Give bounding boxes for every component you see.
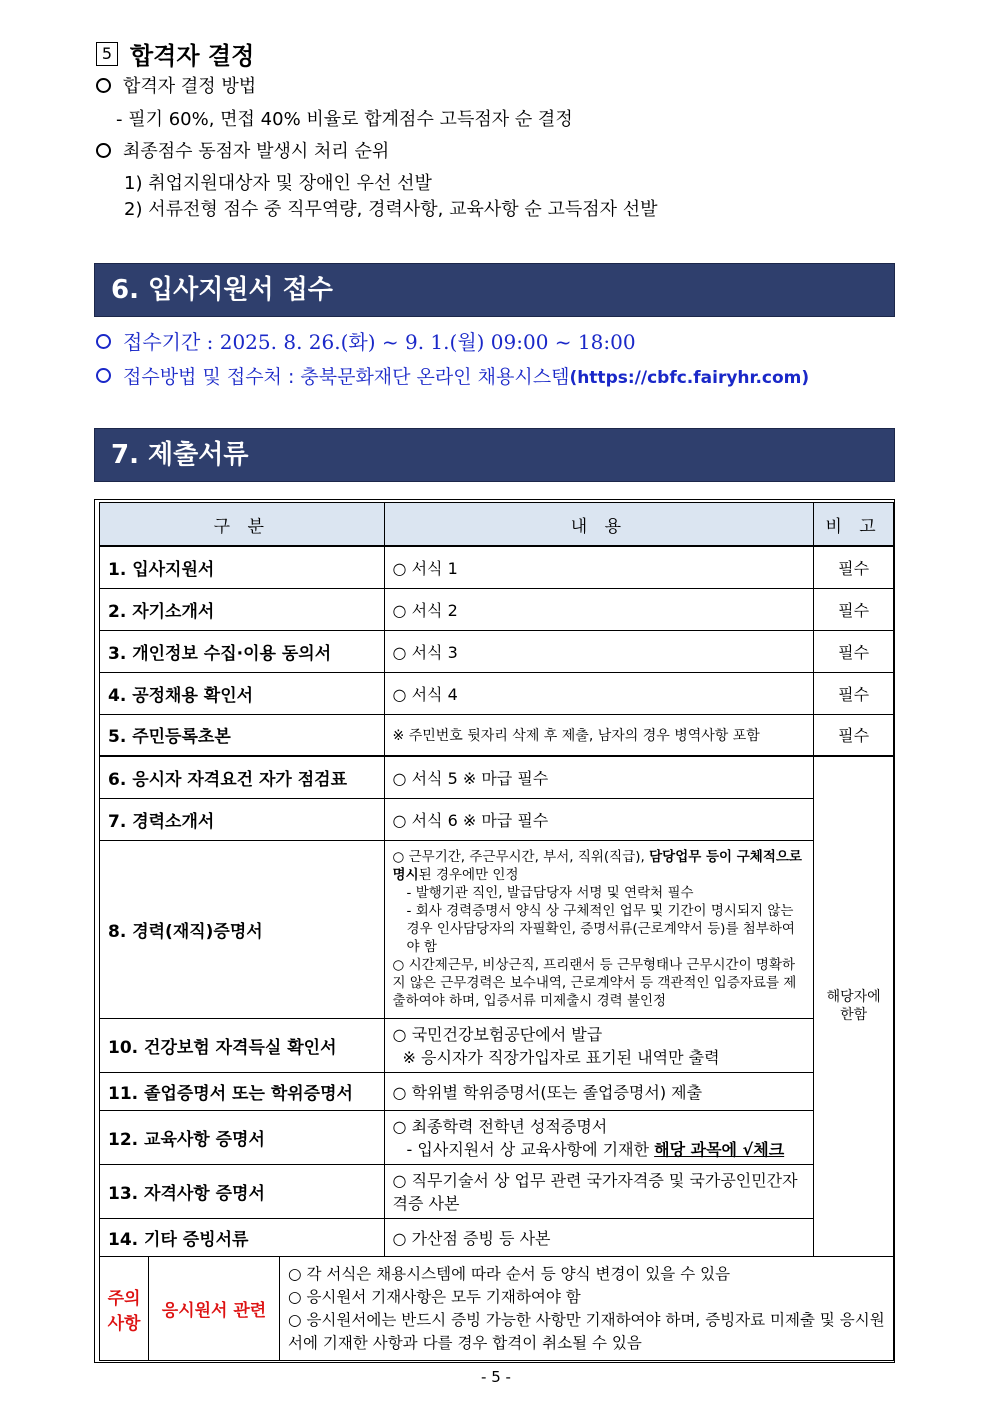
section6-url-link[interactable]: (https://cbfc.fairyhr.com) — [569, 368, 810, 388]
row-content: ○ 가산점 증빙 등 사본 — [384, 1218, 814, 1256]
circle-bullet-icon — [96, 78, 111, 93]
health-line1: ○ 국민건강보험공단에서 발급 — [392, 1025, 603, 1044]
row-note: 필수 — [814, 546, 894, 588]
row-content — [384, 1018, 814, 1072]
section5-item1-text: 합격자 결정 방법 — [123, 76, 257, 97]
section6-method-text: 접수방법 및 접수처 : 충북문화재단 온라인 채용시스템 — [123, 366, 570, 388]
caution-table — [99, 1256, 894, 1361]
header-content: 내 용 — [384, 503, 814, 547]
caution-item: ○ 각 서식은 채용시스템에 따라 순서 등 양식 변경이 있을 수 있음 — [288, 1264, 731, 1283]
row-note: 필수 — [814, 714, 894, 756]
row-name: 2. 자기소개서 — [100, 588, 385, 630]
table-row — [100, 1110, 894, 1164]
table-row — [100, 756, 894, 798]
table-row — [100, 1218, 894, 1256]
row-content: ○ 서식 6 ※ 마급 필수 — [384, 798, 814, 840]
section5-item2-sub1: 1) 취업지원대상자 및 장애인 우선 선발 — [124, 173, 432, 194]
table-row — [100, 840, 894, 1018]
page-number: - 5 - — [481, 1368, 511, 1386]
career-line3: - 회사 경력증명서 양식 상 구체적인 업무 및 기간이 명시되지 않는 경우 인사담당자의 자필확인, 증명서류(근로계약서 등)를 첨부하여야 함 — [406, 903, 795, 955]
table-row — [100, 588, 894, 630]
table-row — [100, 630, 894, 672]
row-name: 14. 기타 증빙서류 — [100, 1218, 385, 1256]
row-content — [384, 1110, 814, 1164]
career-line4: ○ 시간제근무, 비상근직, 프리랜서 등 근무형태나 근무시간이 명확하지 않은 근무경력은 보수내역, 근로계약서 등 객관적인 입증자료를 제출하여야 하며, 입증서류 미제출시 경력 불인정 — [392, 957, 797, 1009]
row-content: ○ 서식 5 ※ 마급 필수 — [384, 756, 814, 798]
row-name: 5. 주민등록초본 — [100, 714, 385, 756]
section5-title — [96, 36, 254, 71]
table-row — [100, 672, 894, 714]
section5-item2 — [96, 137, 389, 163]
header-note: 비 고 — [814, 503, 894, 547]
section-number-box: 5 — [96, 42, 118, 66]
circle-bullet-icon — [96, 368, 111, 383]
health-line2: ※ 응시자가 직장가입자로 표기된 내역만 출력 — [402, 1048, 720, 1067]
row-content: ○ 서식 4 — [384, 672, 814, 714]
section5-item2-text: 최종점수 동점자 발생시 처리 순위 — [123, 141, 390, 162]
table-row — [100, 1072, 894, 1110]
row-name: 1. 입사지원서 — [100, 546, 385, 588]
section5 — [96, 36, 254, 71]
row-note: 필수 — [814, 672, 894, 714]
caution-item: ○ 응시원서 기재사항은 모두 기재하여야 함 — [288, 1287, 581, 1306]
row-name: 12. 교육사항 증명서 — [100, 1110, 385, 1164]
caution-content — [280, 1257, 894, 1361]
career-line1: ○ 근무기간, 주근무시간, 부서, 직위(직급), 담당업무 등이 구체적으로 명시된 경우에만 인정 — [392, 849, 802, 883]
row-note: 필수 — [814, 588, 894, 630]
caution-label: 주의 사항 — [100, 1257, 149, 1361]
row-content: ○ 학위별 학위증명서(또는 졸업증명서) 제출 — [384, 1072, 814, 1110]
row-content — [384, 840, 814, 1018]
section5-item2-sub2: 2) 서류전형 점수 중 직무역량, 경력사항, 교육사항 순 고득점자 선발 — [124, 199, 658, 220]
row-name: 13. 자격사항 증명서 — [100, 1164, 385, 1218]
section5-item1-sub: - 필기 60%, 면접 40% 비율로 합계점수 고득점자 순 결정 — [116, 109, 573, 130]
section7-banner: 7. 제출서류 — [94, 428, 895, 482]
section6-period-text: 접수기간 : 2025. 8. 26.(화) ~ 9. 1.(월) 09:00 ~ 18:00 — [123, 330, 636, 354]
row-name: 3. 개인정보 수집·이용 동의서 — [100, 630, 385, 672]
edu-line2: - 입사지원서 상 교육사항에 기재한 — [406, 1140, 655, 1159]
career-line2: - 발행기관 직인, 발급담당자 서명 및 연락처 필수 — [406, 885, 694, 901]
documents-table — [99, 502, 894, 1257]
caution-subject: 응시원서 관련 — [149, 1257, 280, 1361]
circle-bullet-icon — [96, 143, 111, 158]
table-row — [100, 546, 894, 588]
row-content: ○ 직무기술서 상 업무 관련 국가자격증 및 국가공인민간자격증 사본 — [384, 1164, 814, 1218]
row-content: ※ 주민번호 뒷자리 삭제 후 제출, 남자의 경우 병역사항 포함 — [384, 714, 814, 756]
row-name: 8. 경력(재직)증명서 — [100, 840, 385, 1018]
merged-note: 해당자에 한함 — [814, 756, 894, 1256]
row-name: 11. 졸업증명서 또는 학위증명서 — [100, 1072, 385, 1110]
row-content: ○ 서식 1 — [384, 546, 814, 588]
section6-period — [96, 326, 636, 355]
table-row — [100, 1164, 894, 1218]
section5-title-text: 합격자 결정 — [130, 42, 255, 70]
edu-highlight: 해당 과목에 √체크 — [654, 1140, 785, 1159]
row-name: 4. 공정채용 확인서 — [100, 672, 385, 714]
caution-item: ○ 응시원서에는 반드시 증빙 가능한 사항만 기재하여야 하며, 증빙자료 미제출 및 응시원서에 기재한 사항과 다를 경우 합격이 취소될 수 있음 — [288, 1310, 885, 1352]
section6-method — [96, 362, 809, 389]
row-name: 6. 응시자 자격요건 자가 점검표 — [100, 756, 385, 798]
section5-item1 — [96, 72, 256, 98]
row-note: 필수 — [814, 630, 894, 672]
table-row — [100, 798, 894, 840]
table-row — [100, 1018, 894, 1072]
caution-row — [100, 1257, 894, 1361]
section6-banner: 6. 입사지원서 접수 — [94, 263, 895, 317]
table-row — [100, 714, 894, 756]
row-name: 7. 경력소개서 — [100, 798, 385, 840]
circle-bullet-icon — [96, 334, 111, 349]
table-header-row — [100, 503, 894, 547]
row-content: ○ 서식 3 — [384, 630, 814, 672]
row-content: ○ 서식 2 — [384, 588, 814, 630]
header-category: 구 분 — [100, 503, 385, 547]
edu-line1: ○ 최종학력 전학년 성적증명서 — [392, 1117, 608, 1136]
row-name: 10. 건강보험 자격득실 확인서 — [100, 1018, 385, 1072]
